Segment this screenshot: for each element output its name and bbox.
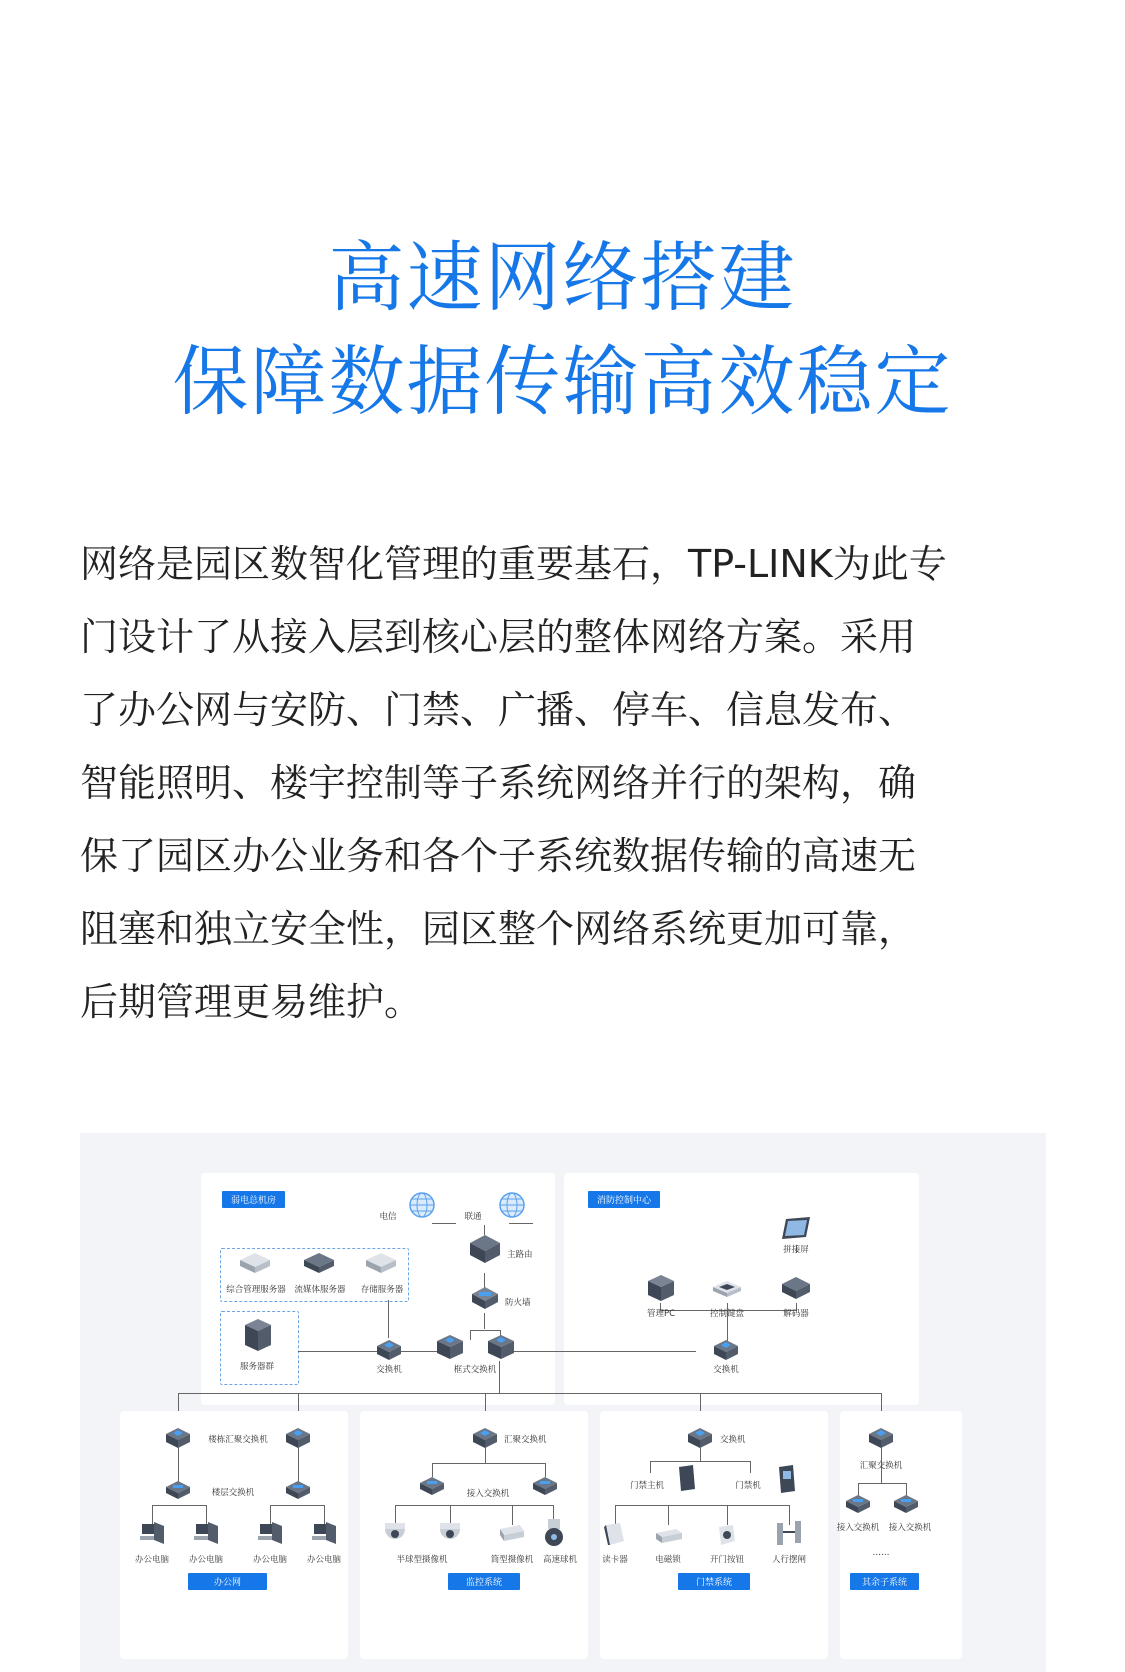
server-label: 存储服务器 — [360, 1285, 404, 1295]
headline-line-1: 高速网络搭建 — [328, 233, 797, 322]
machine-room-tag: 弱电总机房 — [222, 1191, 285, 1208]
office-tag: 办公网 — [188, 1573, 267, 1590]
switch-icon — [284, 1479, 312, 1501]
speed-dome-label: 高速球机 — [542, 1555, 578, 1565]
server-icon — [302, 1251, 336, 1275]
others-tag: 其余子系统 — [850, 1573, 919, 1590]
isp-telecom-label: 电信 — [379, 1212, 397, 1222]
server-cluster-icon — [243, 1317, 273, 1353]
router-icon — [468, 1233, 502, 1265]
intro-line: 保了园区办公业务和各个子系统数据传输的高速无 — [80, 834, 917, 878]
bullet-camera-icon — [496, 1523, 528, 1547]
decoder-label: 解码器 — [783, 1309, 809, 1319]
others-access-label: 接入交换机 — [888, 1523, 932, 1533]
access-switch-label: 交换机 — [720, 1435, 746, 1445]
keyboard-icon — [711, 1279, 743, 1299]
intro-line: 了办公网与安防、门禁、广播、停车、信息发布、 — [80, 688, 917, 732]
monitor-tag: 监控系统 — [448, 1573, 520, 1590]
office-pc-label: 办公电脑 — [188, 1555, 224, 1565]
card-reader-label: 读卡器 — [602, 1555, 628, 1565]
core-switch-icon — [435, 1333, 465, 1361]
door-terminal-label: 门禁机 — [735, 1481, 761, 1491]
others-agg-label: 汇聚交换机 — [859, 1461, 903, 1471]
router-label: 主路由 — [507, 1250, 533, 1260]
exit-button-icon — [715, 1523, 739, 1547]
office-pc-label: 办公电脑 — [306, 1555, 342, 1565]
others-panel — [840, 1411, 962, 1659]
pc-icon — [310, 1518, 338, 1548]
server-icon — [364, 1251, 398, 1275]
access-control-tag: 门禁系统 — [678, 1573, 750, 1590]
intro-line: 后期管理更易维护。 — [80, 980, 423, 1024]
intro-paragraph — [80, 528, 1050, 1039]
pc-icon — [138, 1518, 166, 1548]
switch-icon — [164, 1479, 192, 1501]
pc-label: 管理PC — [646, 1309, 676, 1319]
core-switch-icon — [486, 1333, 516, 1361]
card-reader-icon — [602, 1521, 628, 1547]
office-floor-label: 楼层交换机 — [211, 1488, 255, 1498]
pc-icon — [192, 1518, 220, 1548]
access-host-icon — [677, 1463, 697, 1493]
video-wall-icon — [780, 1215, 812, 1245]
switch-icon — [164, 1426, 192, 1450]
intro-line: 阻塞和独立安全性，园区整个网络系统更加可靠， — [80, 907, 917, 951]
switch-icon — [844, 1493, 872, 1515]
network-topology-diagram — [80, 1133, 1046, 1672]
fire-center-tag: 消防控制中心 — [588, 1191, 660, 1208]
switch-icon — [284, 1426, 312, 1450]
switch-icon — [531, 1475, 559, 1497]
switch-icon — [892, 1493, 920, 1515]
server-label: 流媒体服务器 — [294, 1285, 346, 1295]
office-pc-label: 办公电脑 — [252, 1555, 288, 1565]
turnstile-icon — [774, 1517, 804, 1549]
switch-icon — [471, 1426, 499, 1450]
office-pc-label: 办公电脑 — [134, 1555, 170, 1565]
monitor-access-label: 接入交换机 — [466, 1489, 510, 1499]
turnstile-label: 人行摆闸 — [771, 1555, 807, 1565]
magnetic-lock-label: 电磁锁 — [655, 1555, 681, 1565]
switch-icon — [712, 1338, 740, 1362]
intro-line: 网络是园区数智化管理的重要基石，TP-LINK为此专 — [80, 542, 947, 586]
others-access-label: 接入交换机 — [836, 1523, 880, 1533]
monitor-agg-label: 汇聚交换机 — [504, 1435, 547, 1445]
switch-icon — [418, 1475, 446, 1497]
intro-line: 智能照明、楼宇控制等子系统网络并行的架构，确 — [80, 761, 917, 805]
door-terminal-icon — [777, 1463, 797, 1495]
exit-button-label: 开门按钮 — [709, 1555, 745, 1565]
speed-dome-icon — [541, 1517, 567, 1549]
keyboard-label: 控制键盘 — [709, 1309, 745, 1319]
intro-line: 门设计了从接入层到核心层的整体网络方案。采用 — [80, 615, 917, 659]
office-agg-label: 楼栋汇聚交换机 — [208, 1435, 268, 1445]
firewall-label: 防火墙 — [505, 1298, 531, 1308]
globe-icon — [498, 1191, 526, 1219]
server-label: 综合管理服务器 — [226, 1285, 286, 1295]
magnetic-lock-icon — [654, 1527, 684, 1545]
switch-icon — [686, 1426, 714, 1450]
switch-icon — [375, 1338, 403, 1362]
pc-icon — [646, 1273, 676, 1303]
pc-icon — [256, 1518, 284, 1548]
switch-label: 交换机 — [376, 1365, 402, 1375]
globe-icon — [408, 1191, 436, 1219]
server-cluster-label: 服务器群 — [239, 1362, 275, 1372]
dome-camera-label: 半球型摄像机 — [396, 1555, 448, 1565]
fire-switch-label: 交换机 — [713, 1365, 739, 1375]
core-switch-label: 框式交换机 — [453, 1365, 497, 1375]
decoder-icon — [780, 1275, 812, 1301]
firewall-icon — [470, 1285, 500, 1311]
switch-icon — [867, 1426, 895, 1450]
access-host-label: 门禁主机 — [629, 1481, 665, 1491]
headline-line-2: 保障数据传输高效稳定 — [172, 337, 953, 426]
isp-unicom-label: 联通 — [464, 1212, 482, 1222]
dome-camera-icon — [436, 1521, 464, 1547]
video-wall-label: 拼接屏 — [783, 1245, 809, 1255]
dome-camera-icon — [381, 1521, 409, 1547]
server-icon — [238, 1251, 272, 1275]
bullet-camera-label: 筒型摄像机 — [490, 1555, 534, 1565]
others-ellipsis: …… — [872, 1548, 890, 1558]
